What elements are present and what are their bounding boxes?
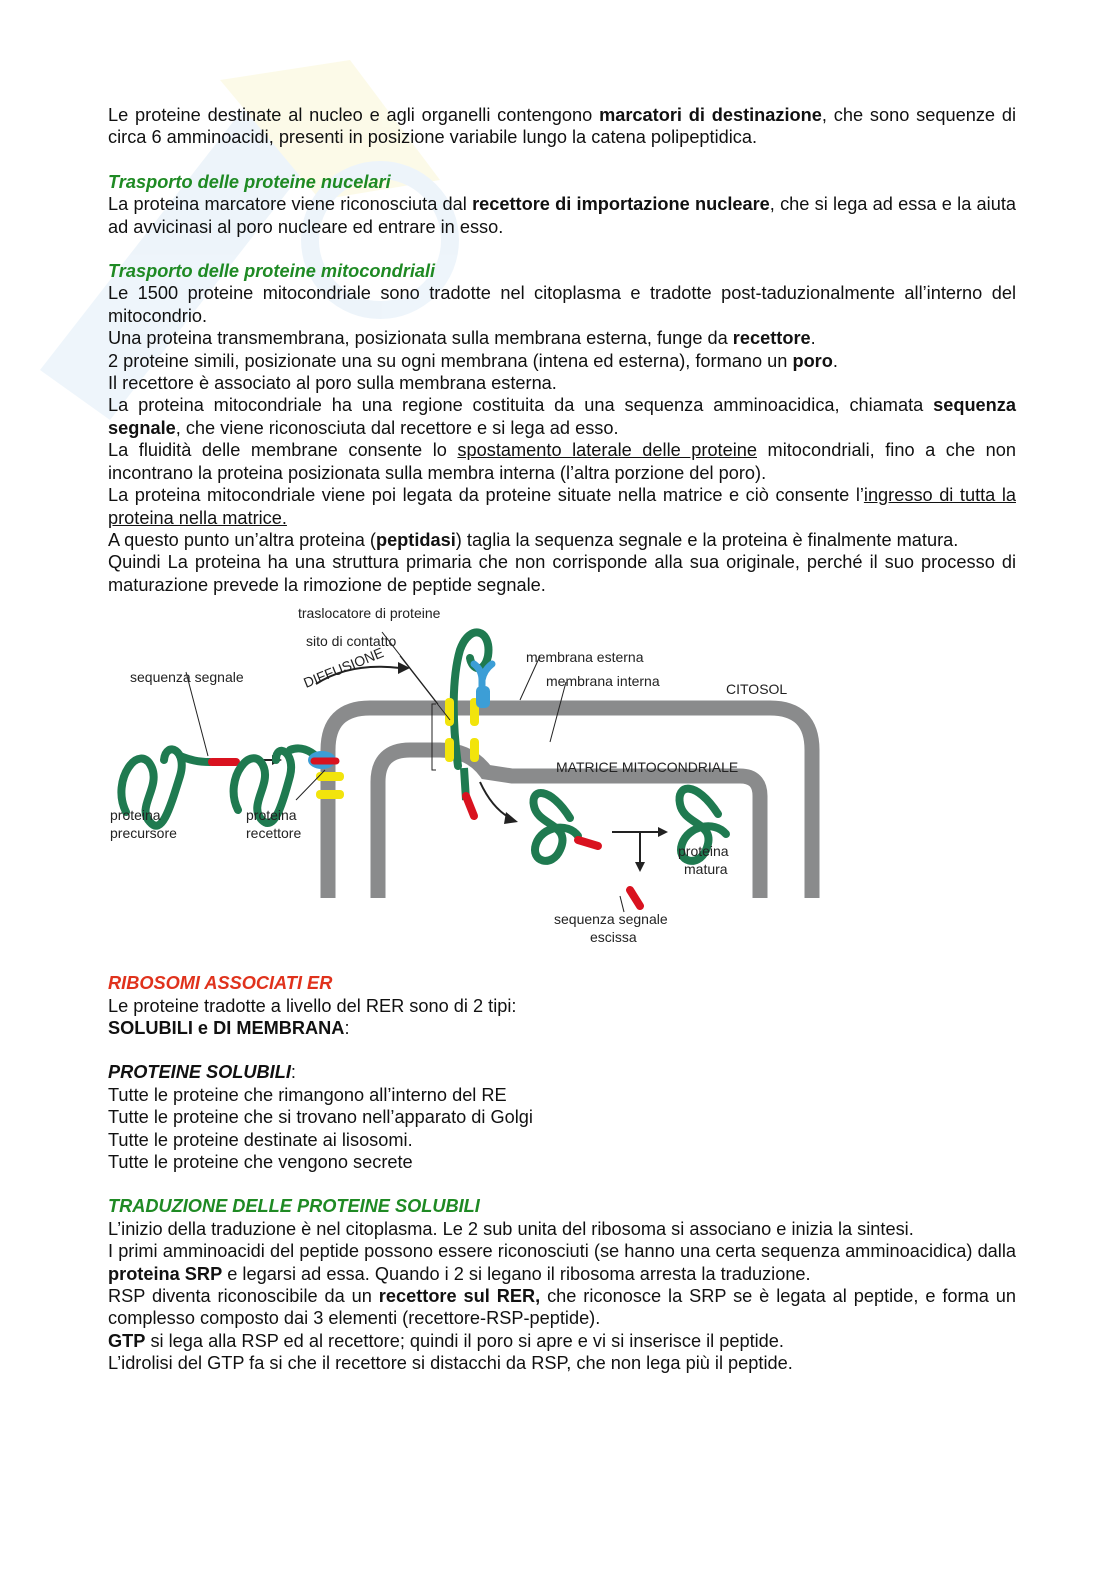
label-matura-2: matura [684, 861, 728, 878]
heading-nuclear-transport: Trasporto delle proteine nucelari [108, 171, 391, 192]
heading-mito-transport: Trasporto delle proteine mitocondriali [108, 261, 436, 282]
label-precursore-2: precursore [110, 825, 177, 842]
mito-line-4: Il recettore è associato al poro sulla membrana esterna. [108, 373, 557, 394]
ribo-line-2: SOLUBILI e DI MEMBRANA: [108, 1017, 350, 1038]
label-matrice: MATRICE MITOCONDRIALE [556, 759, 739, 776]
list-item: Tutte le proteine destinate ai lisosomi. [108, 1129, 413, 1150]
traduzione-line-3: RSP diventa riconoscibile da un recettore sul RER, che riconosce la SRP se è legata al peptide, e forma un complesso composto dai 3 elementi (recettore-RSP-peptide). [108, 1286, 1016, 1329]
label-precursore-1: proteina [110, 807, 161, 824]
excised-signal-sequence [630, 890, 640, 906]
document-page [108, 104, 1016, 1375]
label-traslocatore: traslocatore di proteine [298, 605, 441, 622]
mito-line-3: 2 proteine simili, posizionate una su ogni membrana (intena ed esterna), formano un poro. [108, 350, 838, 371]
ribo-line-1: Le proteine tradotte a livello del RER sono di 2 tipi: [108, 995, 517, 1016]
label-recettore-1: proteina [246, 807, 297, 824]
intro-paragraph: Le proteine destinate al nucleo e agli organelli contengono marcatori di destinazione, che sono sequenze di circa 6 amminoacidi, presenti in posizione variabile lungo la catena polipeptidica. [108, 105, 1016, 148]
heading-traduzione: TRADUZIONE DELLE PROTEINE SOLUBILI [108, 1196, 480, 1217]
label-matura-1: proteina [678, 843, 729, 860]
label-membrana-esterna: membrana esterna [526, 649, 644, 666]
pore-protein-1 [316, 772, 344, 781]
traduzione-line-5: L’idrolisi del GTP fa si che il recettore si distacchi da RSP, che non lega più il peptide. [108, 1353, 793, 1374]
mito-line-8: A questo punto un’altra proteina (peptidasi) taglia la sequenza segnale e la proteina è finalmente matura. [108, 529, 959, 550]
traduzione-line-4: GTP si lega alla RSP ed al recettore; quindi il poro si apre e vi si inserisce il peptide. [108, 1330, 784, 1351]
mito-line-5: La proteina mitocondriale ha una regione costituita da una sequenza amminoacidica, chiamata sequenza segnale, che viene riconosciuta dal recettore e si lega ad esso. [108, 395, 1016, 438]
heading-proteine-solubili: PROTEINE SOLUBILI: [108, 1062, 296, 1083]
pore-protein-2 [316, 790, 344, 799]
mito-line-2: Una proteina transmembrana, posizionata sulla membrana esterna, funge da recettore. [108, 328, 816, 349]
nuclear-paragraph: La proteina marcatore viene riconosciuta dal recettore di importazione nucleare, che si lega ad essa e la aiuta ad avvicinasi al poro nucleare ed entrare in esso. [108, 194, 1016, 237]
label-sequenza-segnale: sequenza segnale [130, 669, 244, 686]
heading-ribosomi: RIBOSOMI ASSOCIATI ER [108, 973, 333, 994]
mito-line-9: Quindi La proteina ha una struttura primaria che non corrisponde alla sua originale, perché il suo processo di maturazione prevede la rimozione de peptide segnale. [108, 552, 1016, 595]
traduzione-line-2: I primi amminoacidi del peptide possono essere riconosciuti (se hanno una certa sequenza amminoacidica) dalla proteina SRP e legarsi ad essa. Quando i 2 si legano il ribosoma arresta la traduzione. [108, 1241, 1016, 1284]
mitochondrion-membranes [328, 708, 812, 898]
mito-line-6: La fluidità delle membrane consente lo spostamento laterale delle proteine mitocondriali, fino a che non incontrano la proteina posizionata sulla membra interna (l’altra porzione del poro). [108, 440, 1016, 483]
mito-import-diagram [100, 600, 840, 958]
mito-import-figure [108, 600, 1016, 958]
label-sito-contatto: sito di contatto [306, 633, 397, 650]
cleavage-protein [533, 793, 598, 861]
mito-line-1: Le 1500 proteine mitocondriale sono tradotte nel citoplasma e tradotte post-taduzionalmente all’interno del mitocondrio. [108, 283, 1016, 326]
label-escissa-1: sequenza segnale [554, 911, 668, 928]
traduzione-line-1: L’inizio della traduzione è nel citoplasma. Le 2 sub unita del ribosoma si associano e inizia la sintesi. [108, 1218, 914, 1239]
mito-line-7: La proteina mitocondriale viene poi legata da proteine situate nella matrice e ciò consente l’ingresso di tutta la proteina nella matrice. [108, 485, 1016, 528]
diffusione-label: DIFFUSIONE [301, 644, 386, 691]
list-item: Tutte le proteine che si trovano nell’apparato di Golgi [108, 1107, 533, 1128]
label-citosol: CITOSOL [726, 681, 788, 698]
list-item: Tutte le proteine che vengono secrete [108, 1151, 413, 1172]
outer-membrane [328, 708, 812, 898]
list-item: Tutte le proteine che rimangono all’interno del RE [108, 1084, 507, 1105]
label-membrana-interna: membrana interna [546, 673, 660, 690]
label-recettore-2: recettore [246, 825, 302, 842]
label-escissa-2: escissa [590, 929, 637, 946]
